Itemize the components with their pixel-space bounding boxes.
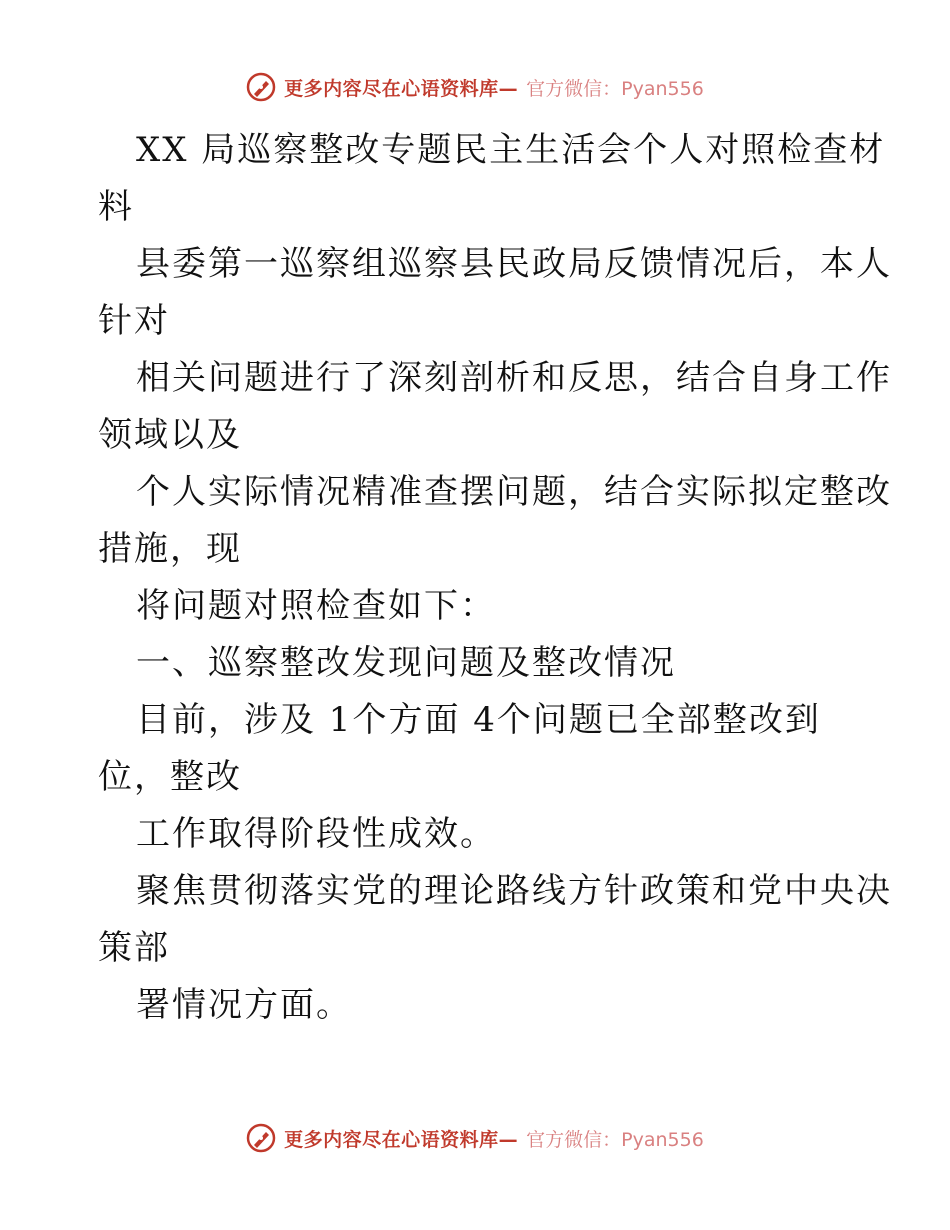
document-body [98, 122, 892, 1034]
doc-line-wrap: 领域以及 [98, 415, 242, 455]
doc-line: 聚焦贯彻落实党的理论路线方针政策和党中央决 [136, 871, 892, 911]
doc-line: 署情况方面。 [136, 985, 352, 1025]
doc-line: 目前，涉及 1个方面 4个问题已全部整改到 [136, 700, 821, 740]
doc-line-wrap: 措施，现 [98, 529, 242, 569]
watermark-text: 更多内容尽在心语资料库— [284, 1128, 519, 1151]
doc-line-wrap: 针对 [98, 301, 170, 341]
section-heading: 一、巡察整改发现问题及整改情况 [136, 643, 676, 683]
watermark-wechat: 官方微信：Pyan556 [526, 77, 704, 100]
pen-logo-icon [246, 1123, 276, 1153]
doc-title: XX 局巡察整改专题民主生活会个人对照检查材 [136, 130, 886, 170]
doc-line: 个人实际情况精准查摆问题，结合实际拟定整改 [136, 472, 892, 512]
doc-title-wrap: 料 [98, 187, 134, 227]
header-watermark [0, 72, 950, 102]
doc-line: 将问题对照检查如下： [136, 586, 496, 626]
watermark-wechat: 官方微信：Pyan556 [526, 1128, 704, 1151]
footer-watermark [0, 1123, 950, 1153]
doc-line-wrap: 位，整改 [98, 757, 242, 797]
doc-line-wrap: 策部 [98, 928, 170, 968]
pen-logo-icon [246, 72, 276, 102]
doc-line: 相关问题进行了深刻剖析和反思，结合自身工作 [136, 358, 892, 398]
doc-line: 工作取得阶段性成效。 [136, 814, 496, 854]
doc-line: 县委第一巡察组巡察县民政局反馈情况后，本人 [136, 244, 892, 284]
watermark-text: 更多内容尽在心语资料库— [284, 77, 519, 100]
